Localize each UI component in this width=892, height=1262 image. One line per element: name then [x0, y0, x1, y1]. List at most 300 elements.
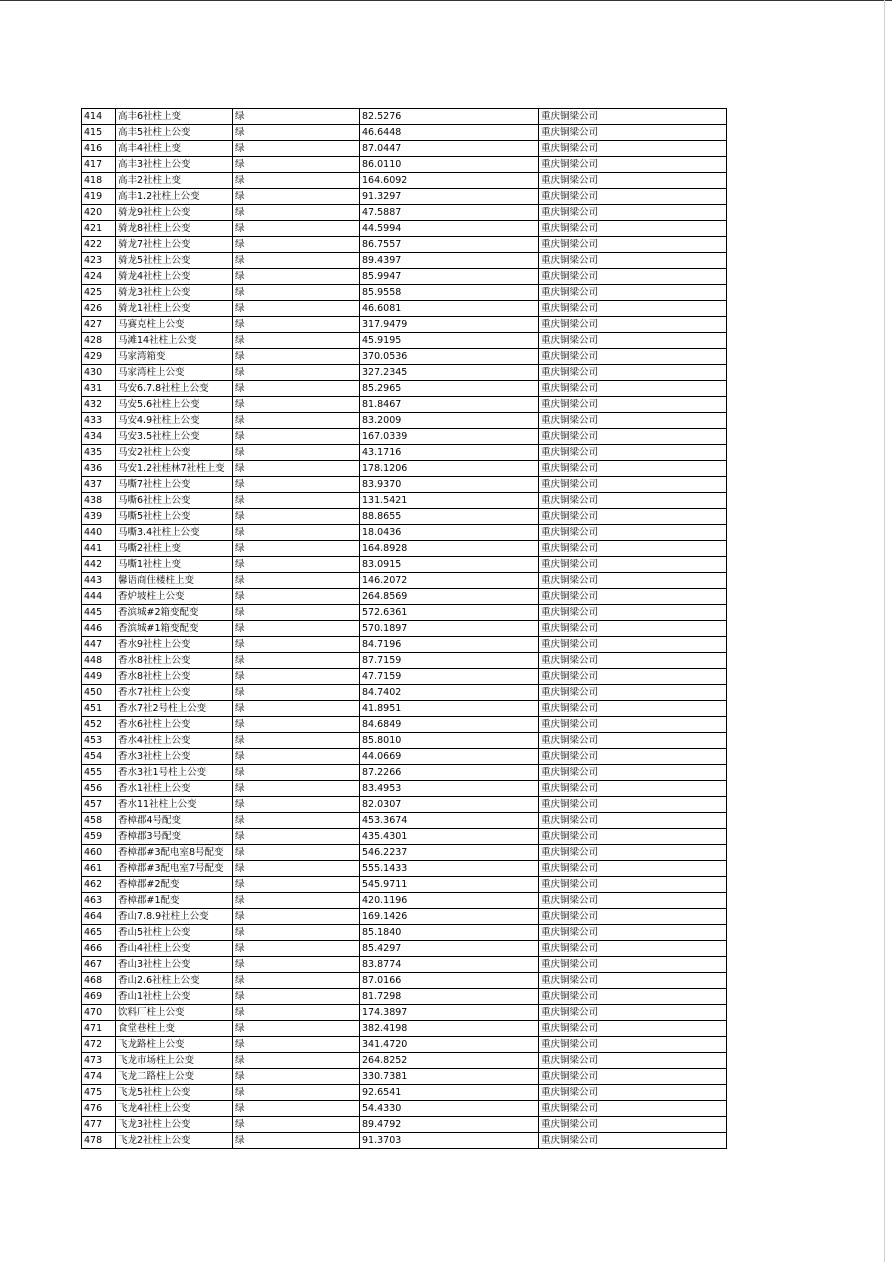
company-cell: 重庆铜梁公司	[539, 861, 727, 877]
company-cell: 重庆铜梁公司	[539, 301, 727, 317]
status-cell: 绿	[233, 141, 360, 157]
capacity-cell: 545.9711	[360, 877, 539, 893]
table-row	[82, 989, 727, 1005]
transformer-table	[81, 108, 727, 1149]
status-cell: 绿	[233, 333, 360, 349]
transformer-name-cell: 香山3社柱上公变	[116, 957, 233, 973]
company-cell: 重庆铜梁公司	[539, 445, 727, 461]
status-cell: 绿	[233, 957, 360, 973]
table-row	[82, 381, 727, 397]
row-number-cell: 476	[82, 1101, 116, 1117]
company-cell: 重庆铜梁公司	[539, 125, 727, 141]
row-number-cell: 436	[82, 461, 116, 477]
transformer-name-cell: 高丰1.2社柱上公变	[116, 189, 233, 205]
capacity-cell: 89.4792	[360, 1117, 539, 1133]
company-cell: 重庆铜梁公司	[539, 1101, 727, 1117]
row-number-cell: 470	[82, 1005, 116, 1021]
status-cell: 绿	[233, 1069, 360, 1085]
status-cell: 绿	[233, 397, 360, 413]
capacity-cell: 85.4297	[360, 941, 539, 957]
capacity-cell: 89.4397	[360, 253, 539, 269]
status-cell: 绿	[233, 1053, 360, 1069]
transformer-name-cell: 马家湾柱上公变	[116, 365, 233, 381]
capacity-cell: 41.8951	[360, 701, 539, 717]
status-cell: 绿	[233, 157, 360, 173]
row-number-cell: 467	[82, 957, 116, 973]
table-row	[82, 637, 727, 653]
company-cell: 重庆铜梁公司	[539, 237, 727, 253]
company-cell: 重庆铜梁公司	[539, 637, 727, 653]
company-cell: 重庆铜梁公司	[539, 605, 727, 621]
status-cell: 绿	[233, 1021, 360, 1037]
status-cell: 绿	[233, 349, 360, 365]
company-cell: 重庆铜梁公司	[539, 509, 727, 525]
status-cell: 绿	[233, 493, 360, 509]
capacity-cell: 82.5276	[360, 109, 539, 125]
capacity-cell: 546.2237	[360, 845, 539, 861]
status-cell: 绿	[233, 381, 360, 397]
table-row	[82, 285, 727, 301]
row-number-cell: 427	[82, 317, 116, 333]
company-cell: 重庆铜梁公司	[539, 1053, 727, 1069]
page-top-border	[0, 0, 892, 1]
table-row	[82, 1005, 727, 1021]
table-row	[82, 541, 727, 557]
status-cell: 绿	[233, 909, 360, 925]
row-number-cell: 459	[82, 829, 116, 845]
table-row	[82, 653, 727, 669]
capacity-cell: 87.7159	[360, 653, 539, 669]
company-cell: 重庆铜梁公司	[539, 477, 727, 493]
row-number-cell: 449	[82, 669, 116, 685]
table-row	[82, 429, 727, 445]
status-cell: 绿	[233, 973, 360, 989]
transformer-name-cell: 香水1社柱上公变	[116, 781, 233, 797]
capacity-cell: 453.3674	[360, 813, 539, 829]
company-cell: 重庆铜梁公司	[539, 781, 727, 797]
capacity-cell: 131.5421	[360, 493, 539, 509]
company-cell: 重庆铜梁公司	[539, 653, 727, 669]
table-row	[82, 269, 727, 285]
company-cell: 重庆铜梁公司	[539, 141, 727, 157]
company-cell: 重庆铜梁公司	[539, 221, 727, 237]
transformer-name-cell: 飞龙4社柱上公变	[116, 1101, 233, 1117]
company-cell: 重庆铜梁公司	[539, 925, 727, 941]
capacity-cell: 54.4330	[360, 1101, 539, 1117]
transformer-name-cell: 高丰4社柱上变	[116, 141, 233, 157]
row-number-cell: 424	[82, 269, 116, 285]
status-cell: 绿	[233, 429, 360, 445]
row-number-cell: 416	[82, 141, 116, 157]
table-row	[82, 813, 727, 829]
row-number-cell: 465	[82, 925, 116, 941]
status-cell: 绿	[233, 285, 360, 301]
transformer-name-cell: 马嘶1社柱上变	[116, 557, 233, 573]
status-cell: 绿	[233, 269, 360, 285]
status-cell: 绿	[233, 461, 360, 477]
company-cell: 重庆铜梁公司	[539, 573, 727, 589]
table-row	[82, 317, 727, 333]
capacity-cell: 164.8928	[360, 541, 539, 557]
row-number-cell: 421	[82, 221, 116, 237]
row-number-cell: 419	[82, 189, 116, 205]
company-cell: 重庆铜梁公司	[539, 365, 727, 381]
company-cell: 重庆铜梁公司	[539, 205, 727, 221]
company-cell: 重庆铜梁公司	[539, 845, 727, 861]
transformer-name-cell: 香滨城#2箱变配变	[116, 605, 233, 621]
capacity-cell: 85.8010	[360, 733, 539, 749]
table-row	[82, 621, 727, 637]
table-row	[82, 877, 727, 893]
row-number-cell: 429	[82, 349, 116, 365]
company-cell: 重庆铜梁公司	[539, 253, 727, 269]
transformer-name-cell: 高丰6社柱上变	[116, 109, 233, 125]
status-cell: 绿	[233, 893, 360, 909]
table-row	[82, 445, 727, 461]
capacity-cell: 174.3897	[360, 1005, 539, 1021]
status-cell: 绿	[233, 653, 360, 669]
transformer-name-cell: 马滩14社柱上公变	[116, 333, 233, 349]
capacity-cell: 341.4720	[360, 1037, 539, 1053]
transformer-name-cell: 高丰5社柱上公变	[116, 125, 233, 141]
status-cell: 绿	[233, 1005, 360, 1021]
status-cell: 绿	[233, 125, 360, 141]
transformer-name-cell: 饮料厂柱上公变	[116, 1005, 233, 1021]
status-cell: 绿	[233, 589, 360, 605]
table-row	[82, 141, 727, 157]
transformer-name-cell: 香樟郡3号配变	[116, 829, 233, 845]
row-number-cell: 432	[82, 397, 116, 413]
row-number-cell: 475	[82, 1085, 116, 1101]
status-cell: 绿	[233, 509, 360, 525]
table-row	[82, 909, 727, 925]
capacity-cell: 47.7159	[360, 669, 539, 685]
company-cell: 重庆铜梁公司	[539, 621, 727, 637]
status-cell: 绿	[233, 477, 360, 493]
table-row	[82, 701, 727, 717]
table-row	[82, 829, 727, 845]
status-cell: 绿	[233, 109, 360, 125]
table-row	[82, 125, 727, 141]
status-cell: 绿	[233, 1037, 360, 1053]
status-cell: 绿	[233, 797, 360, 813]
row-number-cell: 431	[82, 381, 116, 397]
table-row	[82, 189, 727, 205]
row-number-cell: 456	[82, 781, 116, 797]
row-number-cell: 423	[82, 253, 116, 269]
table-row	[82, 1037, 727, 1053]
company-cell: 重庆铜梁公司	[539, 765, 727, 781]
capacity-cell: 83.2009	[360, 413, 539, 429]
status-cell: 绿	[233, 861, 360, 877]
company-cell: 重庆铜梁公司	[539, 717, 727, 733]
company-cell: 重庆铜梁公司	[539, 285, 727, 301]
status-cell: 绿	[233, 1085, 360, 1101]
capacity-cell: 45.9195	[360, 333, 539, 349]
row-number-cell: 415	[82, 125, 116, 141]
transformer-name-cell: 高丰3社柱上公变	[116, 157, 233, 173]
capacity-cell: 47.5887	[360, 205, 539, 221]
company-cell: 重庆铜梁公司	[539, 429, 727, 445]
row-number-cell: 442	[82, 557, 116, 573]
row-number-cell: 428	[82, 333, 116, 349]
capacity-cell: 87.0166	[360, 973, 539, 989]
company-cell: 重庆铜梁公司	[539, 173, 727, 189]
company-cell: 重庆铜梁公司	[539, 589, 727, 605]
status-cell: 绿	[233, 413, 360, 429]
table-row	[82, 845, 727, 861]
row-number-cell: 433	[82, 413, 116, 429]
row-number-cell: 439	[82, 509, 116, 525]
table-row	[82, 509, 727, 525]
row-number-cell: 461	[82, 861, 116, 877]
row-number-cell: 474	[82, 1069, 116, 1085]
transformer-name-cell: 香樟郡#3配电室8号配变	[116, 845, 233, 861]
status-cell: 绿	[233, 733, 360, 749]
row-number-cell: 437	[82, 477, 116, 493]
transformer-name-cell: 骑龙1社柱上公变	[116, 301, 233, 317]
table-row	[82, 237, 727, 253]
transformer-name-cell: 香水7社2号柱上公变	[116, 701, 233, 717]
capacity-cell: 81.8467	[360, 397, 539, 413]
status-cell: 绿	[233, 877, 360, 893]
company-cell: 重庆铜梁公司	[539, 877, 727, 893]
table-row	[82, 1085, 727, 1101]
status-cell: 绿	[233, 173, 360, 189]
row-number-cell: 478	[82, 1133, 116, 1149]
status-cell: 绿	[233, 941, 360, 957]
row-number-cell: 414	[82, 109, 116, 125]
row-number-cell: 458	[82, 813, 116, 829]
table-row	[82, 1069, 727, 1085]
row-number-cell: 447	[82, 637, 116, 653]
table-row	[82, 557, 727, 573]
status-cell: 绿	[233, 701, 360, 717]
capacity-cell: 167.0339	[360, 429, 539, 445]
table-row	[82, 413, 727, 429]
row-number-cell: 443	[82, 573, 116, 589]
transformer-name-cell: 马赛克柱上公变	[116, 317, 233, 333]
table-row	[82, 349, 727, 365]
row-number-cell: 448	[82, 653, 116, 669]
capacity-cell: 169.1426	[360, 909, 539, 925]
status-cell: 绿	[233, 717, 360, 733]
capacity-cell: 178.1206	[360, 461, 539, 477]
transformer-name-cell: 马家湾箱变	[116, 349, 233, 365]
table-row	[82, 765, 727, 781]
capacity-cell: 87.0447	[360, 141, 539, 157]
table-row	[82, 109, 727, 125]
transformer-name-cell: 香水6社柱上公变	[116, 717, 233, 733]
row-number-cell: 455	[82, 765, 116, 781]
status-cell: 绿	[233, 989, 360, 1005]
status-cell: 绿	[233, 365, 360, 381]
capacity-cell: 164.6092	[360, 173, 539, 189]
transformer-name-cell: 马安2社柱上公变	[116, 445, 233, 461]
company-cell: 重庆铜梁公司	[539, 1005, 727, 1021]
table-row	[82, 957, 727, 973]
capacity-cell: 317.9479	[360, 317, 539, 333]
company-cell: 重庆铜梁公司	[539, 157, 727, 173]
transformer-name-cell: 骑龙8社柱上公变	[116, 221, 233, 237]
transformer-name-cell: 飞龙5社柱上公变	[116, 1085, 233, 1101]
table-row	[82, 221, 727, 237]
transformer-name-cell: 馨语商住楼柱上变	[116, 573, 233, 589]
transformer-name-cell: 骑龙5社柱上公变	[116, 253, 233, 269]
table-row	[82, 781, 727, 797]
table-row	[82, 669, 727, 685]
row-number-cell: 444	[82, 589, 116, 605]
transformer-name-cell: 香山4社柱上公变	[116, 941, 233, 957]
transformer-name-cell: 食堂巷柱上变	[116, 1021, 233, 1037]
row-number-cell: 471	[82, 1021, 116, 1037]
company-cell: 重庆铜梁公司	[539, 541, 727, 557]
table-row	[82, 301, 727, 317]
row-number-cell: 441	[82, 541, 116, 557]
transformer-name-cell: 马嘶5社柱上公变	[116, 509, 233, 525]
row-number-cell: 452	[82, 717, 116, 733]
capacity-cell: 85.9558	[360, 285, 539, 301]
table-row	[82, 605, 727, 621]
table-row	[82, 717, 727, 733]
row-number-cell: 468	[82, 973, 116, 989]
table-row	[82, 893, 727, 909]
transformer-name-cell: 飞龙路柱上公变	[116, 1037, 233, 1053]
transformer-name-cell: 香水4社柱上公变	[116, 733, 233, 749]
row-number-cell: 446	[82, 621, 116, 637]
company-cell: 重庆铜梁公司	[539, 493, 727, 509]
company-cell: 重庆铜梁公司	[539, 989, 727, 1005]
capacity-cell: 87.2266	[360, 765, 539, 781]
row-number-cell: 457	[82, 797, 116, 813]
status-cell: 绿	[233, 445, 360, 461]
capacity-cell: 370.0536	[360, 349, 539, 365]
status-cell: 绿	[233, 925, 360, 941]
transformer-name-cell: 香水3社柱上公变	[116, 749, 233, 765]
transformer-name-cell: 骑龙9社柱上公变	[116, 205, 233, 221]
row-number-cell: 469	[82, 989, 116, 1005]
row-number-cell: 451	[82, 701, 116, 717]
capacity-cell: 83.4953	[360, 781, 539, 797]
table-row	[82, 685, 727, 701]
company-cell: 重庆铜梁公司	[539, 813, 727, 829]
capacity-cell: 420.1196	[360, 893, 539, 909]
table-row	[82, 1021, 727, 1037]
capacity-cell: 84.7402	[360, 685, 539, 701]
status-cell: 绿	[233, 1133, 360, 1149]
status-cell: 绿	[233, 205, 360, 221]
capacity-cell: 572.6361	[360, 605, 539, 621]
company-cell: 重庆铜梁公司	[539, 685, 727, 701]
company-cell: 重庆铜梁公司	[539, 109, 727, 125]
status-cell: 绿	[233, 237, 360, 253]
row-number-cell: 462	[82, 877, 116, 893]
table-row	[82, 253, 727, 269]
transformer-name-cell: 香樟郡#2配变	[116, 877, 233, 893]
company-cell: 重庆铜梁公司	[539, 701, 727, 717]
row-number-cell: 422	[82, 237, 116, 253]
status-cell: 绿	[233, 829, 360, 845]
transformer-name-cell: 马安3.5社柱上公变	[116, 429, 233, 445]
row-number-cell: 463	[82, 893, 116, 909]
status-cell: 绿	[233, 1101, 360, 1117]
company-cell: 重庆铜梁公司	[539, 1069, 727, 1085]
status-cell: 绿	[233, 605, 360, 621]
status-cell: 绿	[233, 317, 360, 333]
status-cell: 绿	[233, 253, 360, 269]
transformer-name-cell: 香樟郡#1配变	[116, 893, 233, 909]
capacity-cell: 81.7298	[360, 989, 539, 1005]
company-cell: 重庆铜梁公司	[539, 1117, 727, 1133]
row-number-cell: 434	[82, 429, 116, 445]
company-cell: 重庆铜梁公司	[539, 381, 727, 397]
capacity-cell: 83.0915	[360, 557, 539, 573]
status-cell: 绿	[233, 621, 360, 637]
status-cell: 绿	[233, 573, 360, 589]
table-row	[82, 477, 727, 493]
company-cell: 重庆铜梁公司	[539, 893, 727, 909]
status-cell: 绿	[233, 541, 360, 557]
capacity-cell: 18.0436	[360, 525, 539, 541]
table-row	[82, 797, 727, 813]
table-row	[82, 333, 727, 349]
page-right-edge	[884, 0, 885, 1262]
status-cell: 绿	[233, 301, 360, 317]
row-number-cell: 473	[82, 1053, 116, 1069]
row-number-cell: 430	[82, 365, 116, 381]
company-cell: 重庆铜梁公司	[539, 797, 727, 813]
transformer-name-cell: 马嘶6社柱上公变	[116, 493, 233, 509]
company-cell: 重庆铜梁公司	[539, 1085, 727, 1101]
capacity-cell: 82.0307	[360, 797, 539, 813]
status-cell: 绿	[233, 221, 360, 237]
transformer-name-cell: 香山7.8.9社柱上公变	[116, 909, 233, 925]
transformer-name-cell: 香水9社柱上公变	[116, 637, 233, 653]
capacity-cell: 264.8252	[360, 1053, 539, 1069]
company-cell: 重庆铜梁公司	[539, 829, 727, 845]
capacity-cell: 44.0669	[360, 749, 539, 765]
capacity-cell: 43.1716	[360, 445, 539, 461]
row-number-cell: 420	[82, 205, 116, 221]
transformer-name-cell: 马安6.7.8社柱上公变	[116, 381, 233, 397]
company-cell: 重庆铜梁公司	[539, 189, 727, 205]
row-number-cell: 438	[82, 493, 116, 509]
status-cell: 绿	[233, 749, 360, 765]
transformer-name-cell: 骑龙3社柱上公变	[116, 285, 233, 301]
table-row	[82, 157, 727, 173]
row-number-cell: 445	[82, 605, 116, 621]
capacity-cell: 84.7196	[360, 637, 539, 653]
row-number-cell: 464	[82, 909, 116, 925]
company-cell: 重庆铜梁公司	[539, 269, 727, 285]
row-number-cell: 460	[82, 845, 116, 861]
company-cell: 重庆铜梁公司	[539, 973, 727, 989]
table-row	[82, 397, 727, 413]
transformer-name-cell: 飞龙市场柱上公变	[116, 1053, 233, 1069]
company-cell: 重庆铜梁公司	[539, 733, 727, 749]
transformer-name-cell: 马嘶7社柱上公变	[116, 477, 233, 493]
transformer-name-cell: 香樟郡#3配电室7号配变	[116, 861, 233, 877]
table-row	[82, 1053, 727, 1069]
company-cell: 重庆铜梁公司	[539, 317, 727, 333]
capacity-cell: 86.0110	[360, 157, 539, 173]
table-row	[82, 461, 727, 477]
table-row	[82, 573, 727, 589]
transformer-name-cell: 香水8社柱上公变	[116, 653, 233, 669]
capacity-cell: 570.1897	[360, 621, 539, 637]
transformer-name-cell: 香水3社1号柱上公变	[116, 765, 233, 781]
capacity-cell: 85.1840	[360, 925, 539, 941]
